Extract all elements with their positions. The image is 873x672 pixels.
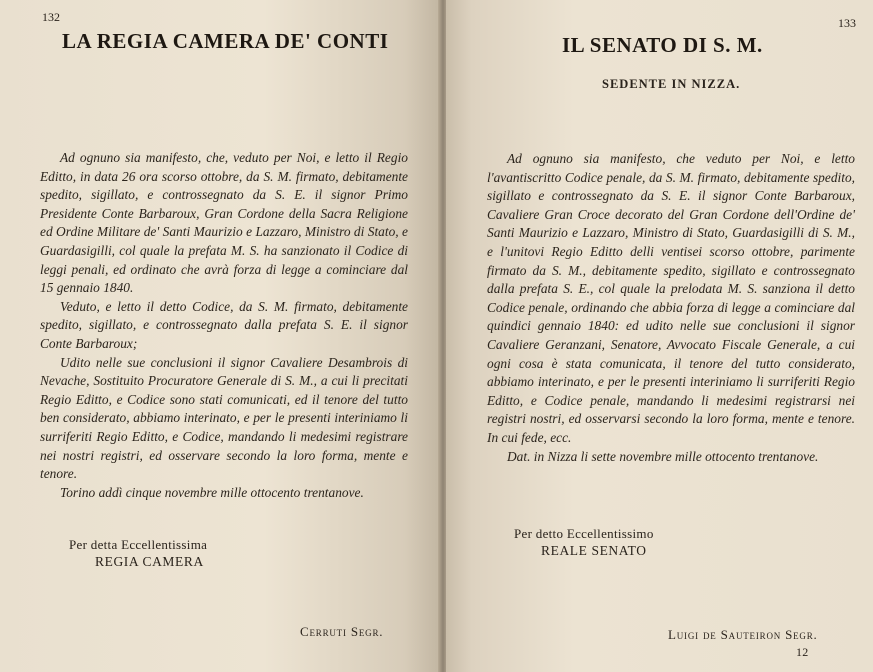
left-paragraph: Udito nelle sue conclusioni il signor Cavaliere Desambrois di Nevache, Sostituito Procuratore Generale di S. M., a cui li precitati Regio Editto, e Codice sono stati comunicati, ed il tenore del tutto ben considerato, abbiamo interinato, e per le presenti interiniamo li surriferiti Regio Editto, e Codice, mandando li medesimi registrare nei nostri registri, ed osservare secondo la loro forma, mente e tenore. — [40, 354, 408, 482]
right-page — [446, 0, 873, 672]
left-secretary: Cerruti Segr. — [300, 624, 384, 639]
left-paragraph: Ad ognuno sia manifesto, che, veduto per Noi, e letto il Regio Editto, in data 26 ora scorso ottobre, da S. M. firmato, debitamente spedito, sigillato, e controssegnato da S. E. il signor Primo Presidente Conte Barbaroux, Gran Cordone della Sacra Religione ed Ordine Militare de' Santi Maurizio e Lazzaro, Ministro di Stato, e Guardasigilli, col quale la prefata M. S. ha sanzionato il Codice di leggi penali, ed ordinato che avrà forza di legge a cominciare dal 15 gennaio 1840. — [40, 150, 408, 296]
left-paragraph: Torino addì cinque novembre mille ottocento trentanove. — [60, 484, 364, 500]
right-page-title: IL SENATO DI S. M. — [562, 33, 763, 57]
right-secretary: Luigi de Sauteiron Segr. — [668, 627, 818, 642]
left-paragraph: Veduto, e letto il detto Codice, da S. M. firmato, debitamente spedito, sigillato, e controssegnato dalla prefata S. E. il signor Conte Barbaroux; — [40, 298, 408, 351]
right-page-number: 133 — [838, 16, 856, 30]
right-signature-line2: REALE SENATO — [541, 543, 647, 558]
right-signature-mark: 12 — [796, 645, 809, 659]
right-paragraph: Ad ognuno sia manifesto, che veduto per Noi, e letto l'avantiscritto Codice penale, da S. M. firmato, debitamente spedito, sigillato e controssegnato da S. E. il signor Conte Barbaroux, Cavaliere Gran Croce decorato del Gran Cordone dell'Ordine de' Santi Maurizio e Lazzaro, Ministro di Stato, Guardasigilli di S. M., e l'unitovi Regio Editto delli ventisei scorso ottobre, parimente firmato da S. M., debitamente spedito, sigillato e controssegnato dalla prefata S. E., col quale la prelodata M. S. sanziona il detto Codice penale, ordinando che abbia forza di legge a cominciare dal quindici gennaio 1840: ed udito nelle sue conclusioni il signor Cavaliere Geranzani, Senatore, Avvocato Fiscale Generale, a cui ogni cosa è stata comunicata, il tenore del tutto considerato, abbiamo interinato, e per le presenti interiniamo li surriferiti Regio Editto, e Codice penale, mandando li medesimi registrarsi nei registri nostri, ed osservarsi secondo la loro forma, mente e tenore. In cui fede, ecc. — [487, 151, 855, 445]
left-signature-line1: Per detta Eccellentissima — [69, 537, 208, 552]
left-signature-line2: REGIA CAMERA — [95, 554, 204, 569]
left-page-title: LA REGIA CAMERA DE' CONTI — [62, 29, 389, 53]
right-paragraph: Dat. in Nizza li sette novembre mille ottocento trentanove. — [507, 448, 819, 464]
right-page-body — [487, 150, 855, 466]
right-page-subtitle: SEDENTE IN NIZZA. — [602, 77, 741, 91]
left-page-number: 132 — [42, 10, 60, 24]
left-page-body — [40, 149, 408, 502]
right-signature-line1: Per detto Eccellentissimo — [514, 526, 654, 541]
